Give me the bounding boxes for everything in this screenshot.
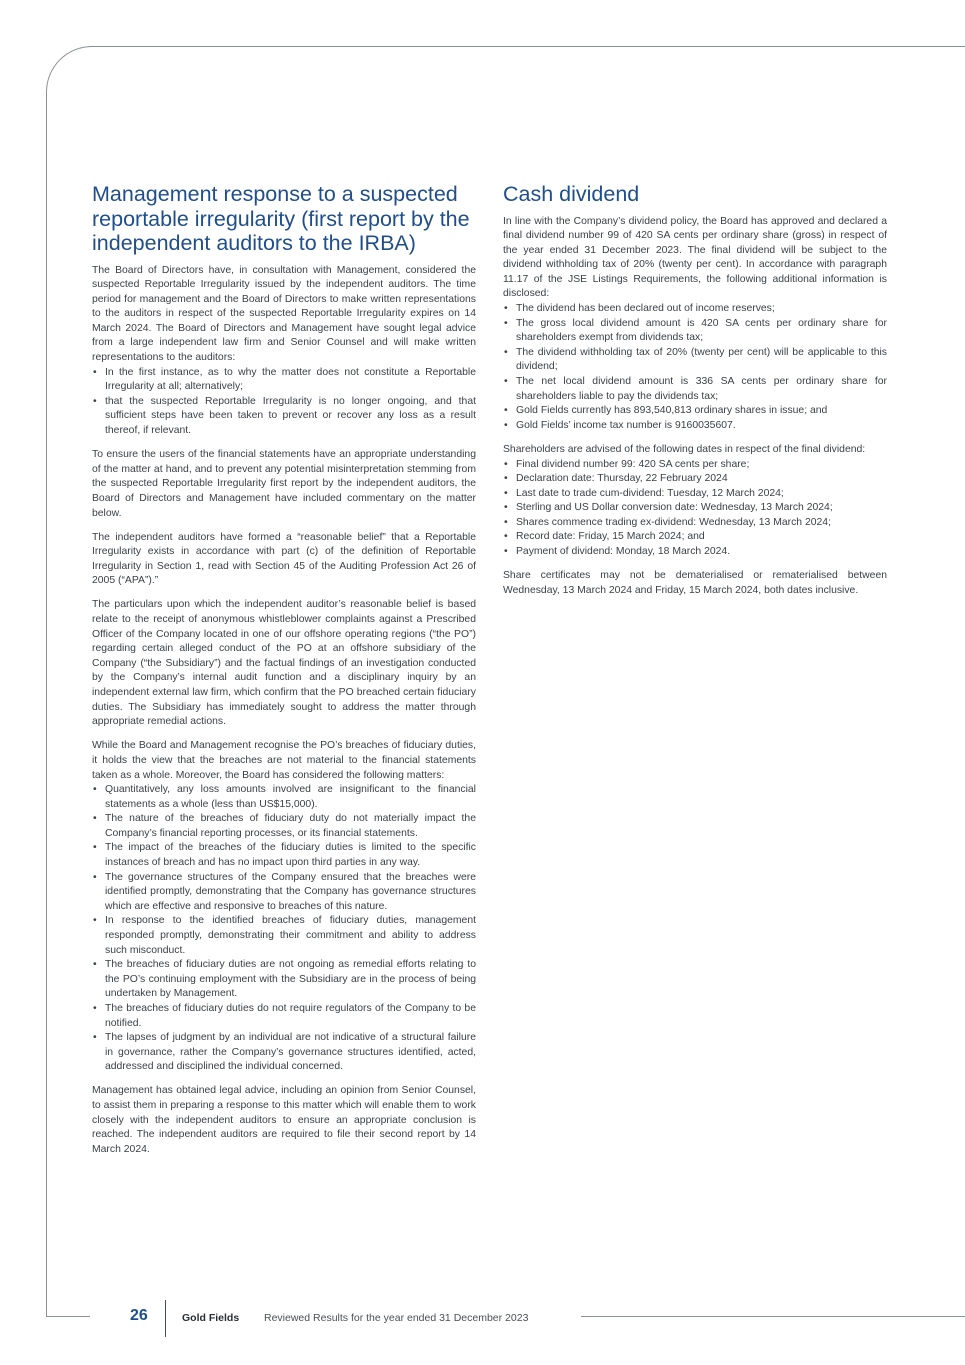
- list-item: • In response to the identified breaches of fiduciary duties, management responded promptly, demonstrating their commitment and ability to address such misconduct.: [92, 914, 476, 958]
- irregularity-heading: Management response to a suspected reportable irregularity (first report by the independent auditors to the IRBA): [92, 182, 470, 255]
- cash-dividend-heading: Cash dividend: [503, 182, 640, 206]
- irregularity-intro: The Board of Directors have, in consultation with Management, considered the suspected Reportable Irregularity issued by the independent auditors. The time period for management and the Board of Directors to make written representations to the auditors in respect of the suspected Reportable Irregularity expires on 14 March 2024. The Board of Directors and Management have sought legal advice from a large independent law firm and Senior Counsel and will make written representations to the auditors:: [92, 264, 476, 364]
- list-item: • The dividend has been declared out of income reserves;: [503, 302, 887, 317]
- paragraph: While the Board and Management recognise the PO’s breaches of fiduciary duties, it holds the view that the breaches are not material to the financial statements taken as a whole. Moreover, the Board has considered the following matters:: [92, 740, 476, 781]
- list-item: • The net local dividend amount is 336 SA cents per ordinary share for shareholders liable to pay the dividends tax;: [503, 375, 887, 404]
- share-certificates-note: Share certificates may not be dematerialised or rematerialised between Wednesday, 13 March 2024 and Friday, 15 March 2024, both dates inclusive.: [503, 570, 887, 596]
- list-item: • Sterling and US Dollar conversion date: Wednesday, 13 March 2024;: [503, 501, 887, 516]
- brand-name: Gold Fields: [182, 1312, 240, 1324]
- representations-list: [92, 366, 476, 439]
- list-item: • Record date: Friday, 15 March 2024; and: [503, 530, 887, 545]
- board-considerations-list: [92, 783, 476, 1075]
- list-item: • The gross local dividend amount is 420 SA cents per ordinary share for shareholders exempt from dividends tax;: [503, 317, 887, 346]
- dividend-info-list: [503, 302, 887, 433]
- list-item: • The lapses of judgment by an individual are not indicative of a structural failure in governance, rather the Company’s governance structures identified, acted, addressed and disciplined the individual concerned.: [92, 1031, 476, 1075]
- page-footer: [0, 1300, 965, 1340]
- list-item: • The nature of the breaches of fiduciary duty do not materially impact the Company’s financial reporting processes, or its financial statements.: [92, 812, 476, 841]
- list-item: • Shares commence trading ex-dividend: Wednesday, 13 March 2024;: [503, 516, 887, 531]
- dividend-dates-intro: Shareholders are advised of the following dates in respect of the final dividend:: [503, 443, 866, 455]
- list-item: • Payment of dividend: Monday, 18 March 2024.: [503, 545, 887, 560]
- dividend-dates-list: [503, 458, 887, 560]
- list-item: • that the suspected Reportable Irregularity is no longer ongoing, and that sufficient steps have been taken to prevent or recover any loss as a result thereof, if relevant.: [92, 395, 476, 439]
- list-item: • Declaration date: Thursday, 22 February 2024: [503, 472, 887, 487]
- footer-divider: [165, 1300, 166, 1337]
- list-item: • The impact of the breaches of the fiduciary duties is limited to the specific instances of breach and has no impact upon third parties in any way.: [92, 841, 476, 870]
- cash-dividend-section: [503, 182, 887, 608]
- report-title: Reviewed Results for the year ended 31 December 2023: [264, 1312, 529, 1324]
- page-number: 26: [130, 1307, 148, 1324]
- paragraph: The independent auditors have formed a “reasonable belief” that a Reportable Irregularity exists in accordance with part (c) of the definition of Reportable Irregularity in Section 1, read with Section 45 of the Auditing Profession Act 26 of 2005 (“APA”).”: [92, 531, 476, 587]
- list-item: • Final dividend number 99: 420 SA cents per share;: [503, 458, 887, 473]
- list-item: • Gold Fields currently has 893,540,813 ordinary shares in issue; and: [503, 404, 887, 419]
- list-item: • Quantitatively, any loss amounts involved are insignificant to the financial statements as a whole (less than US$15,000).: [92, 783, 476, 812]
- list-item: • The governance structures of the Company ensured that the breaches were identified promptly, demonstrating that the Company has governance structures which are effective and responsive to breaches of this nature.: [92, 871, 476, 915]
- dividend-intro: In line with the Company’s dividend policy, the Board has approved and declared a final dividend number 99 of 420 SA cents per ordinary share (gross) in respect of the year ended 31 December 2023. The final dividend will be subject to the dividend withholding tax of 20% (twenty per cent). In accordance with paragraph 11.17 of the JSE Listings Requirements, the following additional information is disclosed:: [503, 215, 887, 300]
- paragraph: Management has obtained legal advice, including an opinion from Senior Counsel, to assist them in preparing a response to this matter which will enable them to work closely with the independent auditors to ensure an appropriate conclusion is reached. The independent auditors are required to file their second report by 14 March 2024.: [92, 1085, 476, 1155]
- list-item: • Last date to trade cum-dividend: Tuesday, 12 March 2024;: [503, 487, 887, 502]
- list-item: • The breaches of fiduciary duties do not require regulators of the Company to be notified.: [92, 1002, 476, 1031]
- paragraph: The particulars upon which the independent auditor’s reasonable belief is based relate to the receipt of anonymous whistleblower complaints against a Prescribed Officer of the Company located in one of our offshore operating regions (“the PO”) regarding certain alleged conduct of the PO at an offshore subsidiary of the Company (“the Subsidiary”) and the factual findings of an investigation conducted by the Company’s internal audit function and a disciplinary inquiry by an independent external law firm, which confirm that the PO breached certain fiduciary duties. The Subsidiary has immediately sought to address the matter through appropriate remedial actions.: [92, 599, 476, 728]
- paragraph: To ensure the users of the financial statements have an appropriate understanding of the matter at hand, and to prevent any potential misinterpretation stemming from the suspected Reportable Irregularity first report by the independent auditors, the Board of Directors and Management have included commentary on the matter below.: [92, 449, 476, 519]
- list-item: • The dividend withholding tax of 20% (twenty per cent) will be applicable to this dividend;: [503, 346, 887, 375]
- list-item: • Gold Fields’ income tax number is 9160035607.: [503, 419, 887, 434]
- page-frame-left: [46, 110, 47, 1316]
- irregularity-section: [92, 182, 476, 1167]
- list-item: • The breaches of fiduciary duties are not ongoing as remedial efforts relating to the PO’s continuing employment with the Subsidiary are in the process of being undertaken by Management.: [92, 958, 476, 1002]
- page-frame-top: [46, 46, 965, 126]
- list-item: • In the first instance, as to why the matter does not constitute a Reportable Irregularity at all; alternatively;: [92, 366, 476, 395]
